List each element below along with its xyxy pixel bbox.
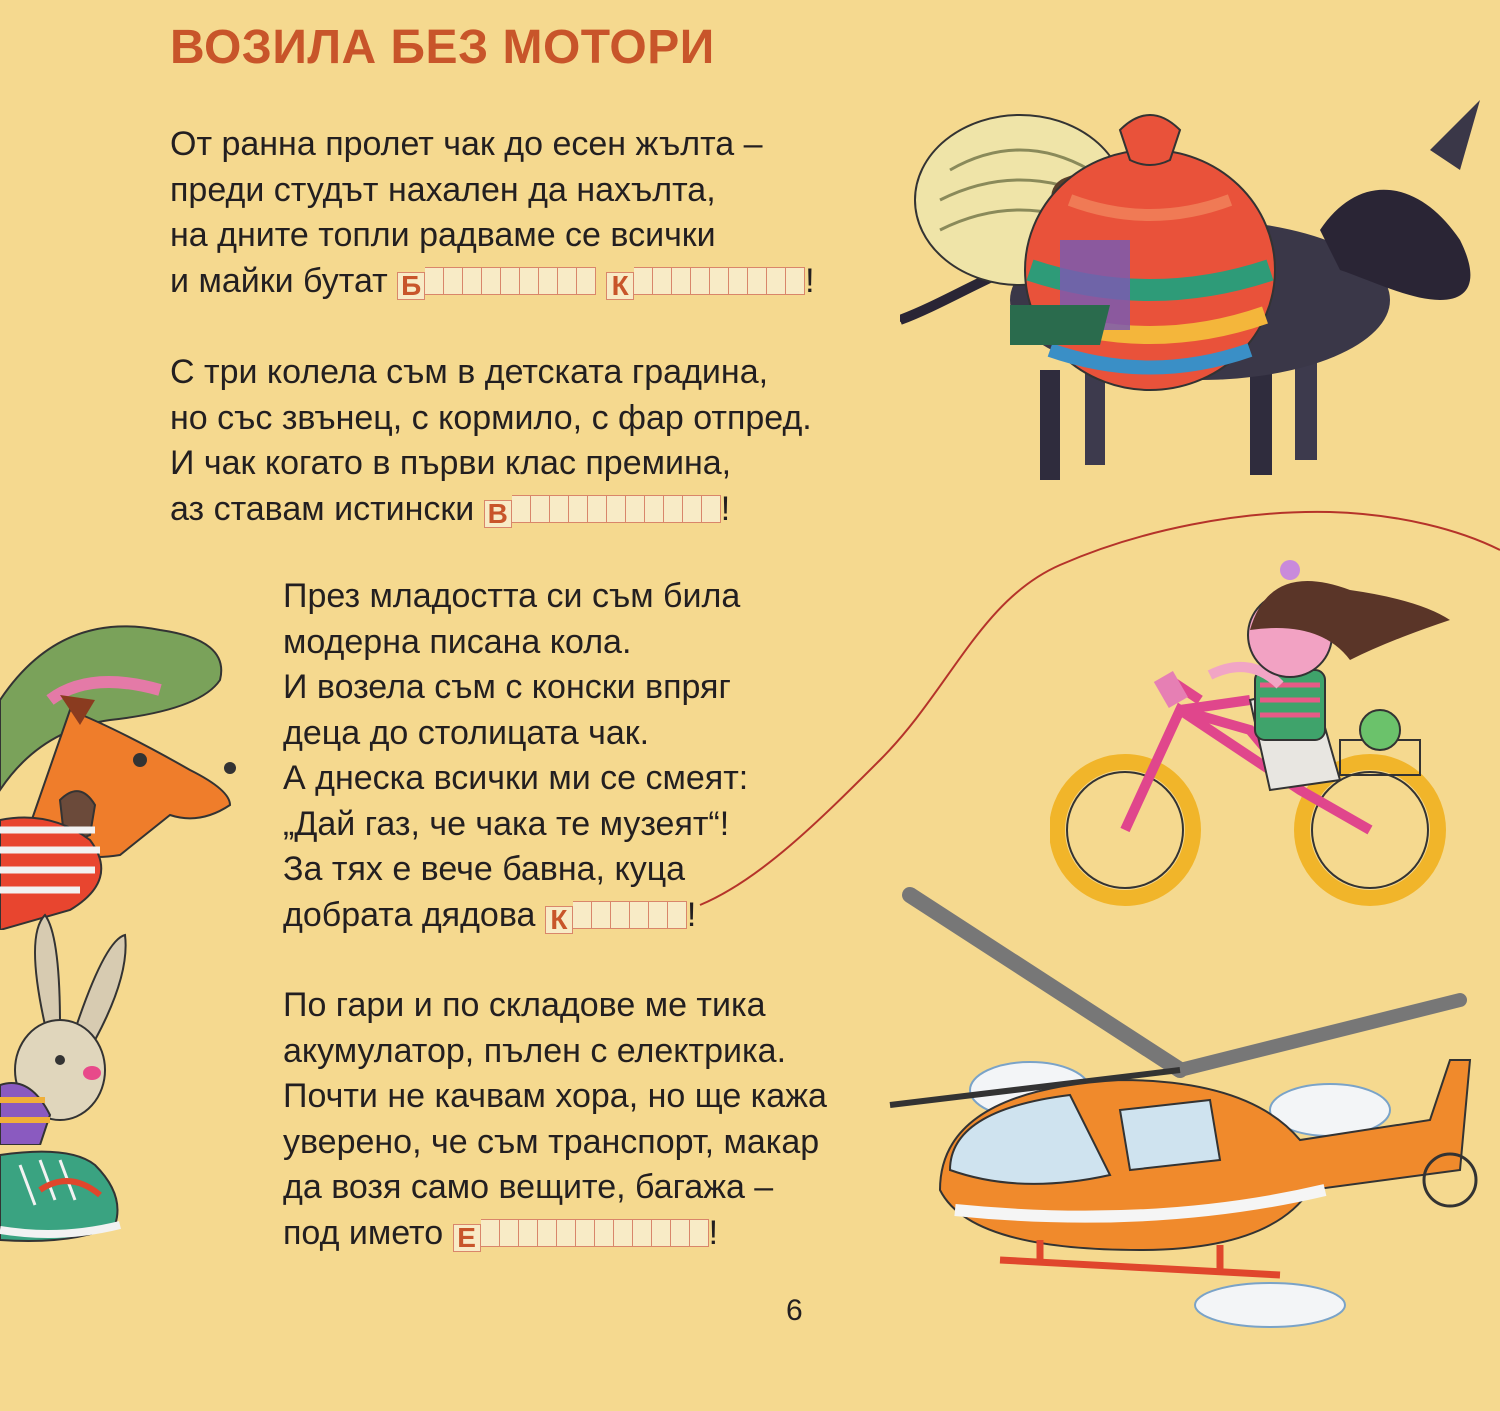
answer-cell[interactable] bbox=[626, 495, 645, 523]
answer-cell[interactable] bbox=[557, 1219, 576, 1247]
answer-cells[interactable] bbox=[606, 262, 805, 308]
answer-cell[interactable] bbox=[558, 267, 577, 295]
answer-cell[interactable] bbox=[539, 267, 558, 295]
answer-cell[interactable] bbox=[690, 1219, 709, 1247]
poem-line: По гари и по складове ме тика bbox=[283, 986, 766, 1024]
answer-cell[interactable] bbox=[634, 267, 653, 295]
poem-line-text: под името bbox=[283, 1213, 444, 1252]
answer-cell[interactable] bbox=[672, 267, 691, 295]
answer-cell[interactable] bbox=[520, 267, 539, 295]
answer-cell[interactable] bbox=[702, 495, 721, 523]
answer-cell[interactable] bbox=[645, 495, 664, 523]
answer-cell[interactable] bbox=[649, 901, 668, 929]
answer-cell[interactable] bbox=[748, 267, 767, 295]
poem-line: „Дай газ, че чака те музеят“! bbox=[283, 804, 730, 843]
answer-cell[interactable] bbox=[444, 267, 463, 295]
answer-cell-letter[interactable]: В bbox=[484, 500, 512, 528]
answer-cell[interactable] bbox=[500, 1219, 519, 1247]
answer-cell[interactable] bbox=[652, 1219, 671, 1247]
poem-line: А днеска всички ми се смеят: bbox=[283, 759, 749, 797]
end-mark: ! bbox=[686, 895, 697, 934]
answer-cell[interactable] bbox=[463, 267, 482, 295]
answer-cell[interactable] bbox=[633, 1219, 652, 1247]
poem-line: И чак когато в първи клас премина, bbox=[170, 444, 732, 482]
end-mark: ! bbox=[708, 1213, 719, 1252]
answer-cell[interactable] bbox=[630, 901, 649, 929]
answer-cell[interactable] bbox=[481, 1219, 500, 1247]
answer-cells[interactable] bbox=[545, 896, 687, 942]
poem-line-with-blank bbox=[170, 259, 815, 305]
sneakers-illustration bbox=[0, 1145, 130, 1250]
poem-line: От ранна пролет чак до есен жълта – bbox=[170, 125, 763, 163]
answer-cell-letter[interactable]: Е bbox=[453, 1224, 481, 1252]
answer-cell[interactable] bbox=[592, 901, 611, 929]
poem-line: деца до столицата чак. bbox=[283, 713, 650, 752]
answer-cell-letter[interactable]: К bbox=[545, 906, 573, 934]
answer-cell[interactable] bbox=[501, 267, 520, 295]
answer-cell[interactable] bbox=[595, 1219, 614, 1247]
poem-line-text: и майки бутат bbox=[170, 261, 388, 300]
rabbit-illustration bbox=[0, 905, 130, 1145]
poem-line-text: аз ставам истински bbox=[170, 489, 475, 528]
answer-cell[interactable] bbox=[671, 1219, 690, 1247]
answer-cells[interactable] bbox=[453, 1214, 709, 1260]
end-mark: ! bbox=[720, 489, 731, 528]
answer-cell[interactable] bbox=[550, 495, 569, 523]
answer-cell[interactable] bbox=[569, 495, 588, 523]
poem-line: Почти не качвам хора, но ще кажа bbox=[283, 1077, 827, 1115]
answer-cell-letter[interactable]: Б bbox=[397, 272, 425, 300]
poem-line: да возя само вещите, багажа – bbox=[283, 1168, 774, 1206]
answer-cell[interactable] bbox=[573, 901, 592, 929]
answer-cell[interactable] bbox=[611, 901, 630, 929]
poem-line-with-blank bbox=[283, 1211, 827, 1257]
end-mark: ! bbox=[805, 261, 815, 300]
stanza-1 bbox=[170, 122, 815, 304]
answer-cell[interactable] bbox=[691, 267, 710, 295]
answer-cell[interactable] bbox=[786, 267, 805, 295]
answer-cell[interactable] bbox=[664, 495, 683, 523]
answer-cell-letter[interactable]: К bbox=[606, 272, 634, 300]
answer-cell[interactable] bbox=[729, 267, 748, 295]
poem-line: През младостта си съм била bbox=[283, 577, 741, 615]
page-number: 6 bbox=[786, 1294, 803, 1327]
answer-cell[interactable] bbox=[531, 495, 550, 523]
page-title: ВОЗИЛА БЕЗ МОТОРИ bbox=[170, 21, 715, 74]
answer-cells[interactable] bbox=[397, 262, 596, 308]
answer-cell[interactable] bbox=[519, 1219, 538, 1247]
helicopter-illustration bbox=[880, 880, 1490, 1330]
answer-cell[interactable] bbox=[538, 1219, 557, 1247]
poem-line: модерна писана кола. bbox=[283, 622, 632, 661]
answer-cells[interactable] bbox=[484, 490, 721, 536]
answer-cell[interactable] bbox=[512, 495, 531, 523]
poem-line-with-blank bbox=[283, 893, 748, 939]
poem-line: преди студът нахален да нахълта, bbox=[170, 170, 716, 209]
donkey-illustration bbox=[900, 90, 1490, 490]
answer-cell[interactable] bbox=[614, 1219, 633, 1247]
fox-illustration bbox=[0, 620, 245, 930]
answer-cell[interactable] bbox=[588, 495, 607, 523]
stanza-3 bbox=[283, 574, 748, 938]
poem-line: С три колела съм в детската градина, bbox=[170, 353, 769, 391]
poem-line: но със звънец, с кормило, с фар отпред. bbox=[170, 398, 812, 437]
poem-line: на дните топли радваме се всички bbox=[170, 216, 716, 254]
answer-cell[interactable] bbox=[607, 495, 626, 523]
answer-cell[interactable] bbox=[710, 267, 729, 295]
poem-line-with-blank bbox=[170, 487, 812, 533]
answer-cell[interactable] bbox=[653, 267, 672, 295]
poem-line: И возела съм с конски впряг bbox=[283, 668, 731, 706]
answer-cell[interactable] bbox=[482, 267, 501, 295]
poem-line: уверено, че съм транспорт, макар bbox=[283, 1122, 820, 1161]
answer-cell[interactable] bbox=[668, 901, 687, 929]
answer-cell[interactable] bbox=[683, 495, 702, 523]
girl-on-bicycle-illustration bbox=[1050, 560, 1450, 920]
poem-line: акумулатор, пълен с електрика. bbox=[283, 1031, 787, 1070]
answer-cell[interactable] bbox=[767, 267, 786, 295]
answer-cell[interactable] bbox=[577, 267, 596, 295]
stanza-2 bbox=[170, 350, 812, 532]
answer-cell[interactable] bbox=[576, 1219, 595, 1247]
poem-line: За тях е вече бавна, куца bbox=[283, 850, 686, 888]
poem-line-text: добрата дядова bbox=[283, 895, 536, 934]
answer-cell[interactable] bbox=[425, 267, 444, 295]
stanza-4 bbox=[283, 983, 827, 1256]
